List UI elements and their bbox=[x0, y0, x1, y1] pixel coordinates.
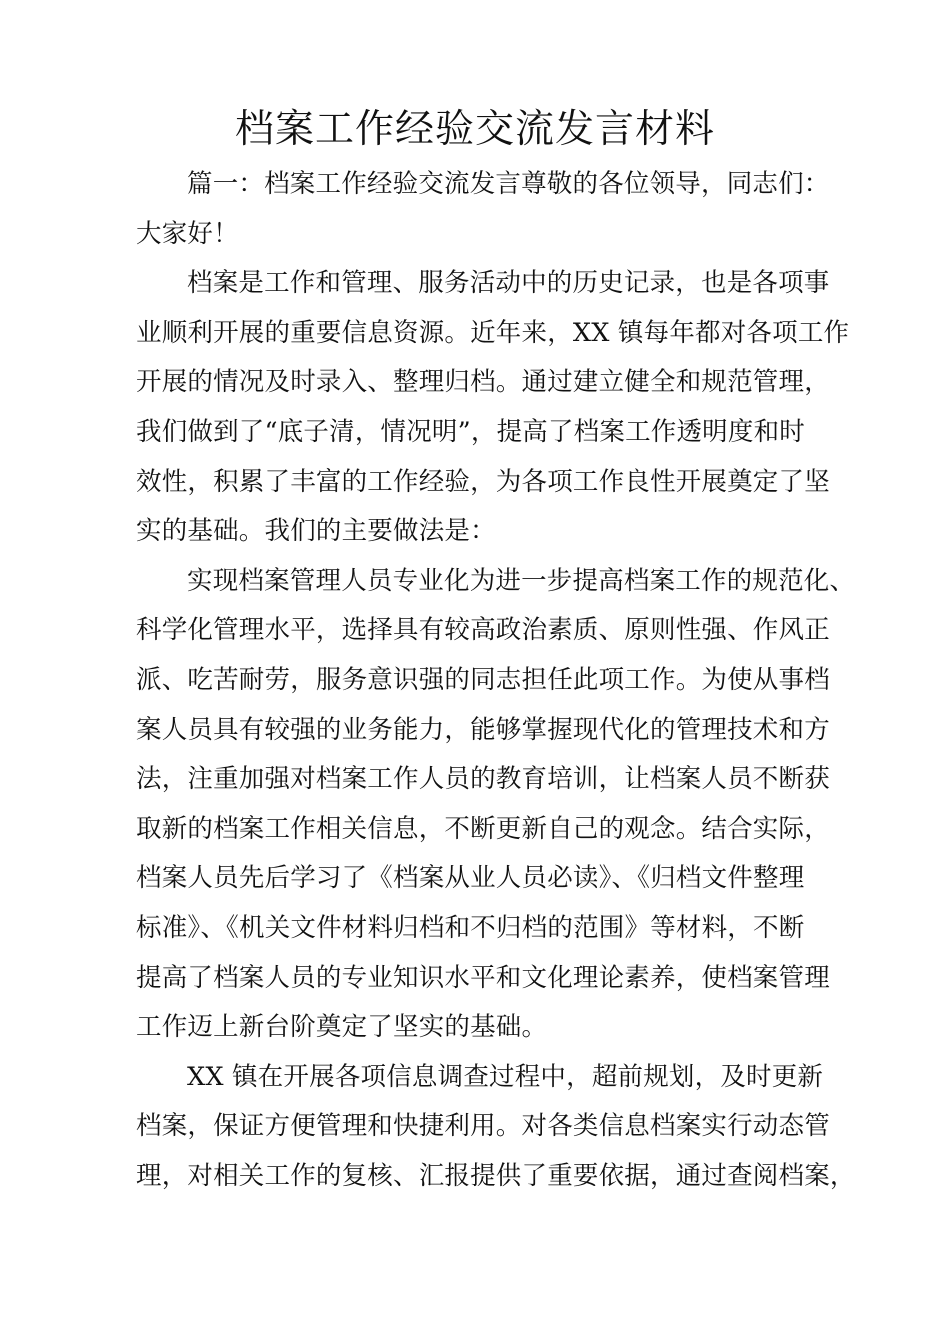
paragraph-line: 篇一：档案工作经验交流发言尊敬的各位领导，同志们： bbox=[187, 169, 830, 199]
paragraph-line: 取新的档案工作相关信息，不断更新自己的观念。结合实际， bbox=[136, 813, 830, 844]
paragraph-line: 法，注重加强对档案工作人员的教育培训，让档案人员不断获 bbox=[136, 764, 830, 795]
paragraph-line: 理，对相关工作的复核、汇报提供了重要依据，通过查阅档案， bbox=[136, 1160, 856, 1191]
paragraph-line: 科学化管理水平，选择具有较高政治素质、原则性强、作风正 bbox=[136, 615, 830, 646]
paragraph-line: 业顺利开展的重要信息资源。近年来，XX 镇每年都对各项工作 bbox=[136, 317, 850, 348]
document-body bbox=[136, 160, 856, 1201]
paragraph-line: 大家好！ bbox=[136, 218, 239, 249]
document-title: 档案工作经验交流发言材料 bbox=[234, 107, 715, 152]
paragraph-line: 提高了档案人员的专业知识水平和文化理论素养，使档案管理 bbox=[136, 962, 830, 993]
paragraph-line: 效性，积累了丰富的工作经验，为各项工作良性开展奠定了坚 bbox=[136, 466, 830, 497]
paragraph-line: 案人员具有较强的业务能力，能够掌握现代化的管理技术和方 bbox=[136, 714, 830, 745]
paragraph-line: 我们做到了“底子清，情况明”，提高了档案工作透明度和时 bbox=[136, 416, 805, 447]
paragraph-line: 档案是工作和管理、服务活动中的历史记录，也是各项事 bbox=[187, 268, 830, 299]
paragraph-line: 派、吃苦耐劳，服务意识强的同志担任此项工作。为使从事档 bbox=[136, 664, 830, 695]
paragraph-line: 实的基础。我们的主要做法是： bbox=[136, 516, 496, 547]
paragraph-line: 工作迈上新台阶奠定了坚实的基础。 bbox=[136, 1012, 548, 1043]
paragraph-line: 开展的情况及时录入、整理归档。通过建立健全和规范管理， bbox=[136, 367, 830, 398]
paragraph-line: 档案，保证方便管理和快捷利用。对各类信息档案实行动态管 bbox=[136, 1111, 830, 1142]
paragraph-line: 标准》、《机关文件材料归档和不归档的范围》等材料，不断 bbox=[136, 912, 805, 943]
paragraph-line: XX 镇在开展各项信息调查过程中，超前规划，及时更新 bbox=[187, 1061, 824, 1092]
paragraph-line: 档案人员先后学习了《档案从业人员必读》、《归档文件整理 bbox=[136, 863, 805, 894]
paragraph-line: 实现档案管理人员专业化为进一步提高档案工作的规范化、 bbox=[187, 565, 856, 596]
